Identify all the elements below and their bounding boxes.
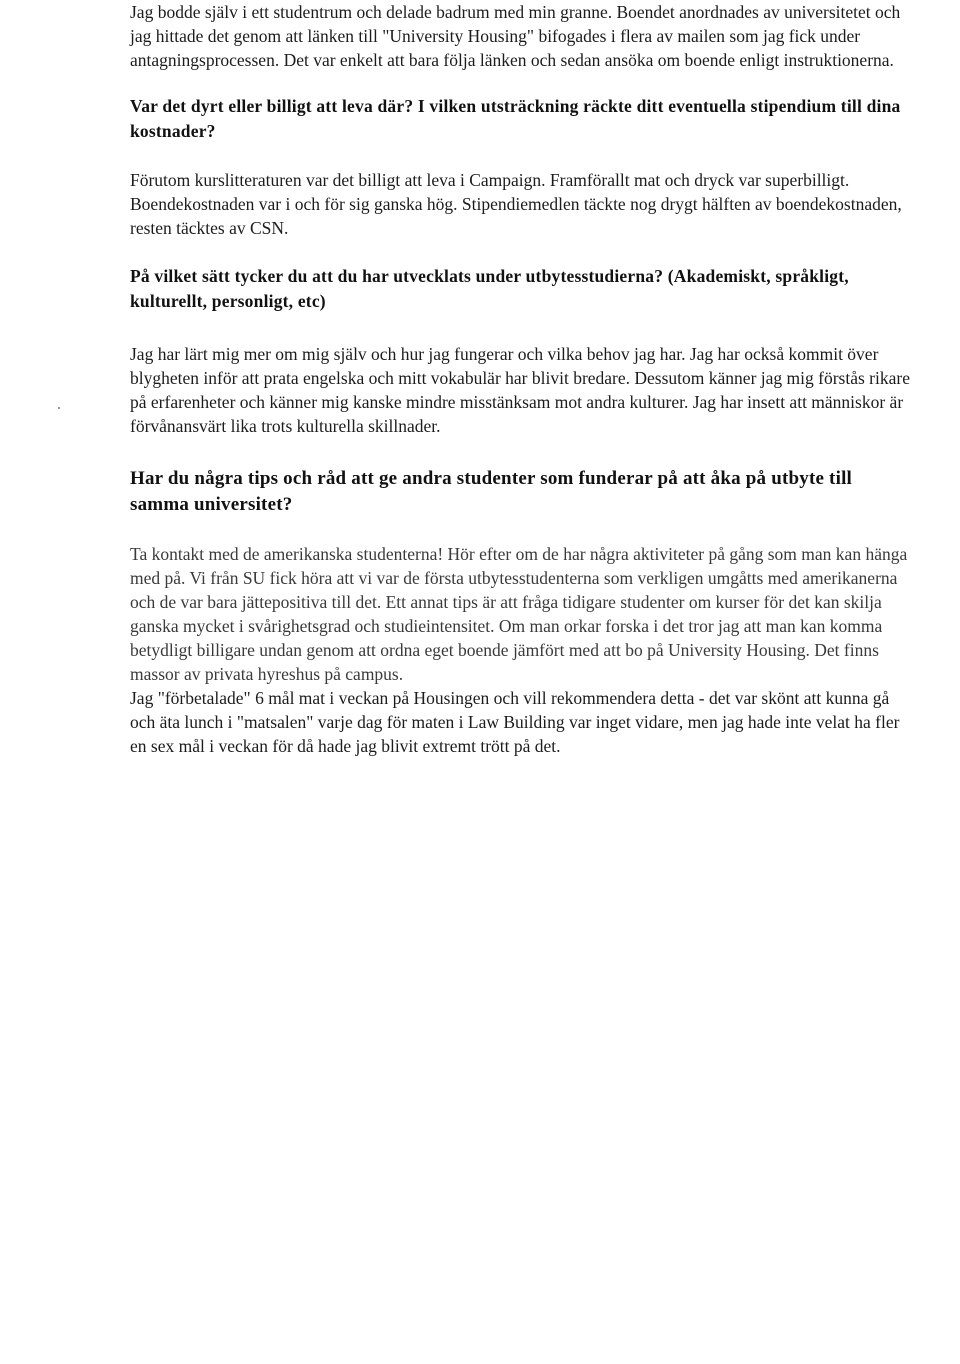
answer-cost-of-living: Förutom kurslitteraturen var det billigt att leva i Campaign. Framförallt mat och dryck var superbilligt. Boendekostnaden var i och för sig ganska hög. Stipendiemedlen täckte nog drygt hälften av boendekostnaden, resten täcktes av CSN.: [130, 170, 902, 238]
answer-meal-plan: Jag "förbetalade" 6 mål mat i veckan på Housingen och vill rekommendera detta - det var skönt att kunna gå och äta lunch i "matsalen" varje dag för maten i Law Building var inget vidare, men jag hade inte velat ha fler en sex mål i veckan för då hade jag blivit extremt trött på det.: [130, 688, 900, 756]
margin-mark: [58, 407, 60, 409]
question-tips-and-advice: Har du några tips och råd att ge andra studenter som funderar på att åka på utbyte till samma universitet?: [130, 468, 853, 515]
document-page: [130, 0, 910, 758]
question-personal-development: På vilket sätt tycker du att du har utvecklats under utbytesstudierna? (Akademiskt, språkligt, kulturellt, personligt, etc): [130, 266, 849, 311]
question-cost-of-living: Var det dyrt eller billigt att leva där? I vilken utsträckning räckte ditt eventuella stipendium till dina kostnader?: [130, 96, 901, 141]
answer-personal-development: Jag har lärt mig mer om mig själv och hur jag fungerar och vilka behov jag har. Jag har också kommit över blygheten inför att prata engelska och mitt vokabulär har blivit bredare. Dessutom känner jag mig förstås rikare på erfarenheter och känner mig kanske mindre misstänksam mot andra kulturer. Jag har insett att människor är förvånansvärt lika trots kulturella skillnader.: [130, 344, 910, 436]
answer-tips-and-advice: Ta kontakt med de amerikanska studenterna! Hör efter om de har några aktiviteter på gång som man kan hänga med på. Vi från SU fick höra att vi var de första utbytesstudenterna som verkligen umgåtts med amerikanerna och de var bara jättepositiva till det. Ett annat tips är att fråga tidigare studenter om kurser för det kan skilja ganska mycket i svårighetsgrad och studieintensitet. Om man orkar forska i det tror jag att man kan komma betydligt billigare undan genom att ordna eget boende jämfört med att bo på University Housing. Det finns massor av privata hyreshus på campus.: [130, 544, 908, 684]
answer-housing: Jag bodde själv i ett studentrum och delade badrum med min granne. Boendet anordnades av universitetet och jag hittade det genom att länken till "University Housing" bifogades i flera av mailen som jag fick under antagningsprocessen. Det var enkelt att bara följa länken och sedan ansöka om boende enligt instruktionerna.: [130, 2, 901, 70]
